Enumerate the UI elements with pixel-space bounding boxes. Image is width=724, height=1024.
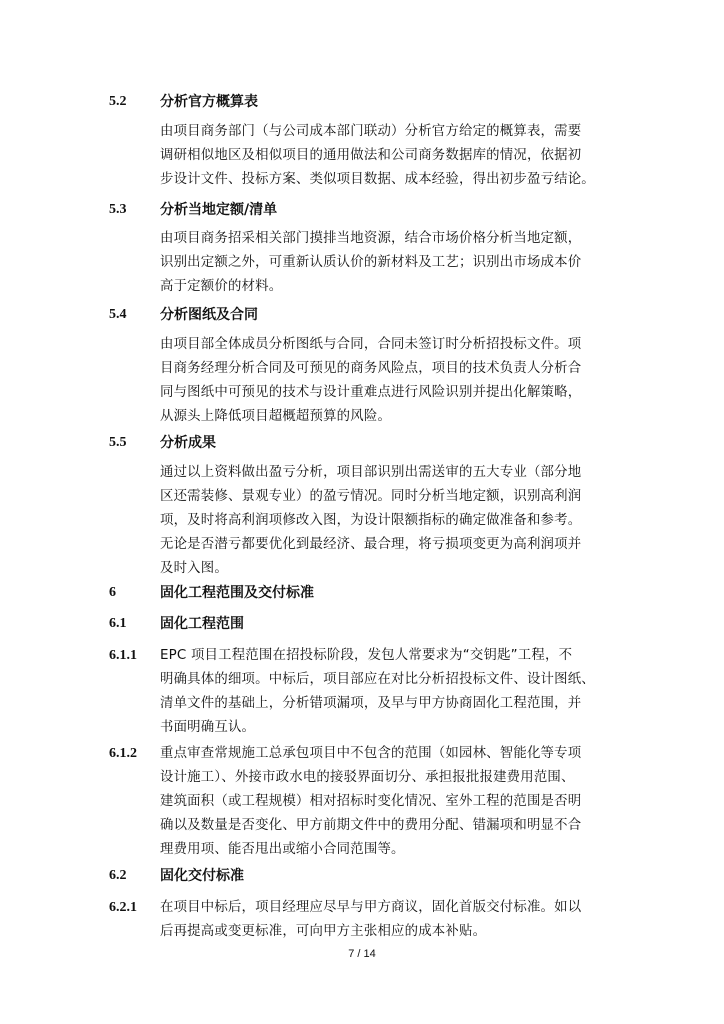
- section-number: 6.1: [109, 616, 127, 631]
- section-title: 分析官方概算表: [160, 94, 258, 110]
- section-paragraph: [160, 742, 620, 862]
- paragraph-line: EPC 项目工程范围在招投标阶段，发包人常要求为“交钥匙”工程，不: [160, 648, 573, 663]
- section-title: 分析成果: [160, 435, 216, 451]
- paragraph-line: 重点审查常规施工总承包项目中不包含的范围（如园林、智能化等专项: [160, 746, 582, 761]
- section-number: 6.2: [109, 868, 127, 883]
- section-number: 5.2: [109, 94, 127, 109]
- paragraph-line: 目商务经理分析合同及可预见的商务风险点，项目的技术负责人分析合: [160, 361, 582, 376]
- section-heading: [0, 866, 724, 886]
- paragraph-line: 确以及数量是否变化、甲方前期文件中的费用分配、错漏项和明显不合: [160, 818, 582, 833]
- paragraph-line: 同与图纸中可预见的技术与设计重难点进行风险识别并提出化解策略，: [160, 385, 582, 400]
- paragraph-line: 调研相似地区及相似项目的通用做法和公司商务数据库的情况，依据初: [160, 148, 582, 163]
- paragraph-line: 理费用项、能否甩出或缩小合同范围等。: [160, 842, 405, 857]
- paragraph-line: 由项目商务部门（与公司成本部门联动）分析官方给定的概算表，需要: [160, 124, 582, 139]
- paragraph-line: 步设计文件、投标方案、类似项目数据、成本经验，得出初步盈亏结论。: [160, 172, 595, 187]
- section-number: 6.1.1: [109, 648, 137, 663]
- section-number: 6.2.1: [109, 900, 137, 915]
- paragraph-line: 通过以上资料做出盈亏分析，项目部识别出需送审的五大专业（部分地: [160, 465, 582, 480]
- paragraph-line: 及时入图。: [160, 561, 228, 576]
- section-title: 固化交付标准: [160, 868, 244, 884]
- section-paragraph: [160, 227, 620, 299]
- paragraph-line: 清单文件的基础上，分析错项漏项，及早与甲方协商固化工程范围，并: [160, 696, 582, 711]
- paragraph-line: 由项目商务招采相关部门摸排当地资源，结合市场价格分析当地定额，: [160, 231, 582, 246]
- paragraph-line: 后再提高或变更标准，可向甲方主张相应的成本补贴。: [160, 924, 487, 939]
- paragraph-line: 高于定额价的材料。: [160, 279, 283, 294]
- section-heading: [0, 583, 724, 603]
- section-paragraph: [160, 333, 620, 429]
- paragraph-line: 项，及时将高利润项修改入图，为设计限额指标的确定做准备和参考。: [160, 513, 582, 528]
- section-paragraph: [160, 896, 620, 944]
- section-number: 6: [109, 585, 116, 600]
- section-title: 固化工程范围及交付标准: [160, 585, 314, 601]
- paragraph-line: 识别出定额之外，可重新认质认价的新材料及工艺；识别出市场成本价: [160, 255, 582, 270]
- paragraph-line: 从源头上降低项目超概超预算的风险。: [160, 409, 392, 424]
- paragraph-line: 无论是否潜亏都要优化到最经济、最合理，将亏损项变更为高利润项并: [160, 537, 582, 552]
- section-heading: [0, 92, 724, 112]
- section-heading: [0, 614, 724, 634]
- paragraph-line: 书面明确互认。: [160, 720, 256, 735]
- section-title: 分析当地定额/清单: [160, 202, 278, 218]
- section-number: 6.1.2: [109, 746, 137, 761]
- section-number: 5.5: [109, 435, 127, 450]
- paragraph-line: 建筑面积（或工程规模）相对招标时变化情况、室外工程的范围是否明: [160, 794, 582, 809]
- paragraph-line: 设计施工）、外接市政水电的接驳界面切分、承担报批报建费用范围、: [160, 770, 575, 785]
- section-title: 固化工程范围: [160, 616, 244, 632]
- section-paragraph: [160, 461, 620, 581]
- section-paragraph: [160, 644, 620, 740]
- section-paragraph: [160, 120, 620, 192]
- paragraph-line: 由项目部全体成员分析图纸与合同，合同未签订时分析招投标文件。项: [160, 337, 582, 352]
- section-title: 分析图纸及合同: [160, 307, 258, 323]
- section-heading: [0, 305, 724, 325]
- section-heading: [0, 200, 724, 220]
- paragraph-line: 明确具体的细项。中标后，项目部应在对比分析招投标文件、设计图纸、: [160, 672, 595, 687]
- section-number: 5.3: [109, 202, 127, 217]
- section-number: 5.4: [109, 307, 127, 322]
- section-heading: [0, 433, 724, 453]
- page-number: 7 / 14: [348, 948, 376, 960]
- paragraph-line: 区还需装修、景观专业）的盈亏情况。同时分析当地定额，识别高利润: [160, 489, 582, 504]
- paragraph-line: 在项目中标后，项目经理应尽早与甲方商议，固化首版交付标准。如以: [160, 900, 582, 915]
